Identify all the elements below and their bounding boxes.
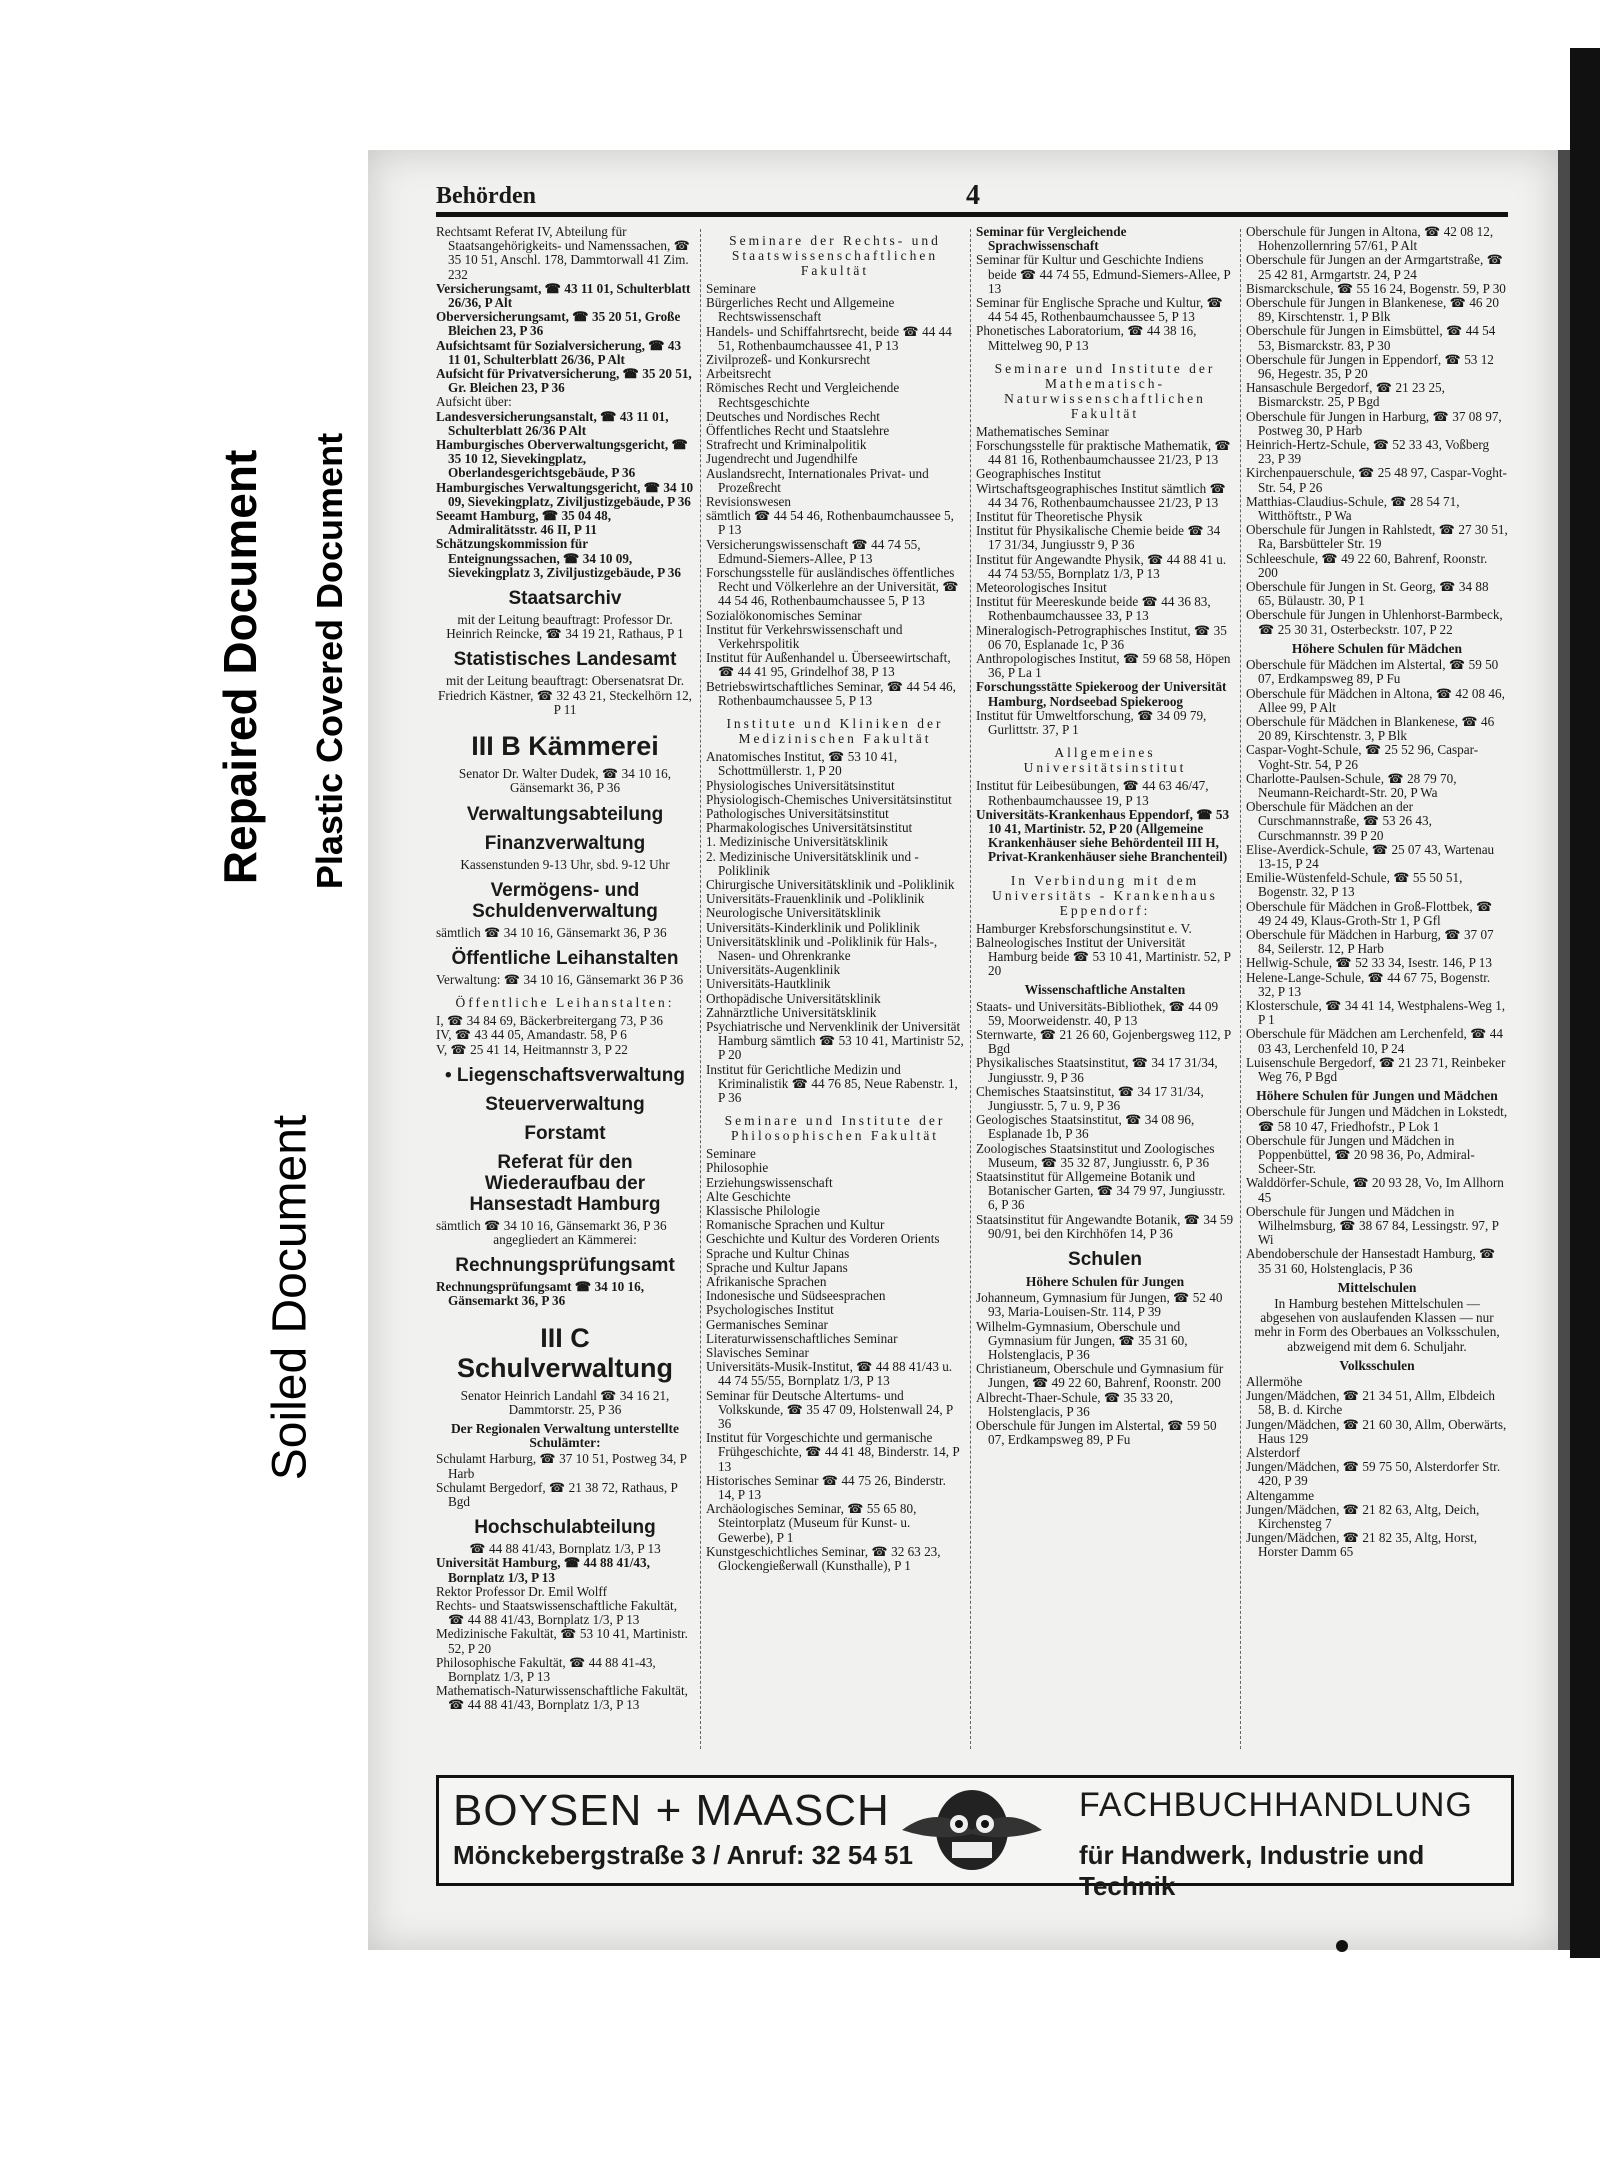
directory-entry: Rechtsamt Referat IV, Abteilung für Staatsangehörigkeits- und Namenssachen, ☎ 35 10 51, Anschl. 178, Dammtorwall 41 Zim. 232: [436, 225, 691, 282]
directory-entry: Oberschule für Jungen in Rahlstedt, ☎ 27 30 51, Ra, Barsbütteler Str. 19: [1246, 522, 1508, 552]
directory-entry: Physiologisches Universitätsinstitut: [706, 777, 895, 793]
directory-entry: Jugendrecht und Jugendhilfe: [706, 451, 858, 467]
directory-entry: Seminar für Deutsche Altertums- und Volkskunde, ☎ 35 47 09, Holstenwall 24, P 36: [706, 1387, 953, 1432]
centered-note: ☎ 44 88 41/43, Bornplatz 1/3, P 13: [469, 1541, 661, 1557]
subsection-heading: Finanzverwaltung: [484, 832, 646, 854]
directory-entry: Oberschule für Jungen in Eimsbüttel, ☎ 44 54 53, Bismarckstr. 83, P 30: [1246, 323, 1496, 353]
directory-entry: Handels- und Schiffahrtsrecht, beide ☎ 44 44 51, Rothenbaumchaussee 41, P 13: [706, 323, 952, 353]
directory-entry: sämtlich ☎ 34 10 16, Gänsemarkt 36, P 36: [436, 924, 667, 940]
group-heading: Höhere Schulen für Mädchen: [1291, 640, 1463, 656]
directory-entry: Universitäts-Krankenhaus Eppendorf, ☎ 53 10 41, Martinistr. 52, P 20 (Allgemeine Krankenhäuser siehe Behördenteil III H, Privat-Krankenhäuser siehe Branchenteil): [976, 806, 1230, 865]
group-heading: Der Regionalen Verwaltung unterstellte Schulämter:: [450, 1420, 680, 1451]
directory-entry: Sprache und Kultur Chinas: [706, 1245, 850, 1261]
directory-entry: Institut für Theoretische Physik: [976, 509, 1143, 525]
directory-entry: Oberversicherungsamt, ☎ 35 20 51, Große Bleichen 23, P 36: [436, 309, 681, 339]
directory-entry: Schätzungskommission für Enteignungssachen, ☎ 34 10 09, Sievekingplatz 3, Ziviljustizgebäude, P 36: [436, 536, 681, 580]
spaced-heading: Seminare und Institute der Mathematisch-Naturwissenschaftlichen Fakultät: [994, 360, 1216, 421]
directory-entry: Geographisches Institut: [976, 466, 1101, 482]
subsection-heading: Schulen: [1068, 1248, 1142, 1270]
directory-entry: Seeamt Hamburg, ☎ 35 04 48, Admiralitätsstr. 46 II, P 11: [436, 508, 612, 538]
column-divider: [1240, 229, 1242, 1749]
directory-entry: Schleeschule, ☎ 49 22 60, Bahrenf, Roonstr. 200: [1246, 550, 1488, 580]
spaced-heading: Öffentliche Leihanstalten:: [455, 995, 675, 1011]
directory-entry: Öffentliches Recht und Staatslehre: [706, 423, 890, 439]
subsection-heading: Rechnungsprüfungsamt: [455, 1255, 675, 1277]
directory-entry: Universitäts-Augenklinik: [706, 962, 841, 978]
directory-entry: Indonesische und Südseesprachen: [706, 1288, 886, 1304]
directory-entry: I, ☎ 34 84 69, Bäckerbreitergang 73, P 36: [436, 1013, 664, 1029]
spaced-heading: Seminare der Rechts- und Staatswissenschaftlichen Fakultät: [729, 233, 941, 278]
directory-entry: Versicherungsamt, ☎ 43 11 01, Schulterblatt 26/36, P Alt: [436, 280, 691, 311]
directory-entry: Strafrecht und Kriminalpolitik: [706, 437, 867, 453]
directory-entry: Seminar für Kultur und Geschichte Indiens beide ☎ 44 74 55, Edmund-Siemers-Allee, P 13: [976, 252, 1231, 296]
directory-entry: Sozialökonomisches Seminar: [706, 607, 862, 623]
directory-entry: Rechnungsprüfungsamt ☎ 34 10 16, Gänsemarkt 36, P 36: [436, 1279, 645, 1309]
book-binding: [1570, 48, 1600, 1958]
directory-entry: Oberschule für Jungen in Uhlenhorst-Barmbeck, ☎ 25 30 31, Osterbeckstr. 107, P 22: [1246, 607, 1503, 637]
directory-entry: Balneologisches Institut der Universität Hamburg beide ☎ 53 10 41, Martinistr. 52, P 20: [976, 934, 1231, 979]
directory-entry: Heinrich-Hertz-Schule, ☎ 52 33 43, Voßberg 23, P 39: [1246, 437, 1490, 467]
directory-entry: Historisches Seminar ☎ 44 75 26, Binderstr. 14, P 13: [706, 1472, 946, 1503]
subsection-heading: • Liegenschaftsverwaltung: [445, 1064, 685, 1086]
directory-entry: Klosterschule, ☎ 34 41 14, Westphalens-Weg 1, P 1: [1246, 997, 1506, 1028]
directory-entry: Mineralogisch-Petrographisches Institut, ☎ 35 06 70, Esplanade 1c, P 36: [976, 622, 1227, 652]
directory-entry: Walddörfer-Schule, ☎ 20 93 28, Vo, Im Allhorn 45: [1246, 1175, 1504, 1205]
directory-entry: Emilie-Wüstenfeld-Schule, ☎ 55 50 51, Bogenstr. 32, P 13: [1246, 870, 1463, 900]
directory-entry: Jungen/Mädchen, ☎ 21 34 51, Allm, Elbdeich 58, B. d. Kirche: [1246, 1388, 1496, 1418]
subsection-heading: Forstamt: [524, 1122, 606, 1144]
centered-note: Senator Heinrich Landahl ☎ 34 16 21, Dammtorstr. 25, P 36: [460, 1387, 670, 1417]
column-2: [706, 225, 964, 1755]
directory-entry: Staatsinstitut für Angewandte Botanik, ☎ 34 59 90/91, bei den Kirchhöfen 14, P 36: [976, 1211, 1234, 1241]
directory-entry: Anatomisches Institut, ☎ 53 10 41, Schottmüllerstr. 1, P 20: [706, 749, 898, 779]
spaced-heading: Institute und Kliniken der Medizinischen Fakultät: [726, 716, 944, 747]
directory-entry: Oberschule für Jungen im Alstertal, ☎ 59 50 07, Erdkampsweg 89, P Fu: [976, 1418, 1217, 1448]
directory-entry: Physiologisch-Chemisches Universitätsinstitut: [706, 791, 952, 807]
group-heading: Mittelschulen: [1337, 1279, 1417, 1295]
directory-entry: Phonetisches Laboratorium, ☎ 44 38 16, Mittelweg 90, P 13: [976, 323, 1197, 353]
ink-spot: [1336, 1940, 1348, 1952]
directory-entry: Psychologisches Institut: [706, 1302, 834, 1318]
directory-entry: Physikalisches Staatsinstitut, ☎ 34 17 31/34, Jungiusstr. 9, P 36: [976, 1055, 1218, 1085]
ad-trades: für Handwerk, Industrie und Technik: [1079, 1840, 1425, 1901]
directory-entry: Pathologisches Universitätsinstitut: [706, 805, 889, 821]
directory-entry: Germanisches Seminar: [706, 1316, 828, 1332]
column-divider: [700, 229, 702, 1749]
section-heading: III C Schulverwaltung: [456, 1322, 674, 1383]
directory-columns: [436, 225, 1508, 1755]
owl-logo-icon: [897, 1784, 1047, 1876]
column-3: [976, 225, 1234, 1755]
directory-entry: Rechts- und Staatswissenschaftliche Fakultät, ☎ 44 88 41/43, Bornplatz 1/3, P 13: [436, 1597, 677, 1628]
directory-entry: Mathematisch-Naturwissenschaftliche Fakultät, ☎ 44 88 41/43, Bornplatz 1/3, P 13: [436, 1683, 688, 1713]
directory-entry: Aufsichtsamt für Sozialversicherung, ☎ 43 11 01, Schulterblatt 26/36, P Alt: [436, 337, 682, 367]
directory-entry: sämtlich ☎ 44 54 46, Rothenbaumchaussee 5, P 13: [706, 508, 954, 538]
directory-entry: Aufsicht für Privatversicherung, ☎ 35 20 51, Gr. Bleichen 23, P 36: [436, 366, 692, 396]
column-divider: [970, 229, 972, 1749]
ad-company-name: BOYSEN + MAASCH: [453, 1786, 890, 1835]
directory-entry: Aufsicht über:: [436, 394, 512, 410]
directory-entry: Afrikanische Sprachen: [706, 1274, 827, 1289]
subsection-heading: Öffentliche Leihanstalten: [451, 947, 679, 969]
subsection-heading: Vermögens- und Schuldenverwaltung: [472, 879, 658, 922]
directory-entry: Hamburgisches Oberverwaltungsgericht, ☎ 35 10 12, Sievekingplatz, Oberlandesgerichtsgebäude, P 36: [436, 437, 688, 481]
directory-entry: Bürgerliches Recht und Allgemeine Rechtswissenschaft: [706, 295, 895, 325]
directory-entry: Betriebswirtschaftliches Seminar, ☎ 44 54 46, Rothenbaumchaussee 5, P 13: [706, 678, 956, 708]
directory-entry: Hansaschule Bergedorf, ☎ 21 23 25, Bismarckstr. 25, P Bgd: [1246, 380, 1445, 410]
directory-entry: Versicherungswissenschaft ☎ 44 74 55, Edmund-Siemers-Allee, P 13: [706, 536, 921, 566]
centered-note: In Hamburg bestehen Mittelschulen — abgesehen von auslaufenden Klassen — nur mehr in Form des Oberbaues an Volksschulen, abzweigend mit dem 6. Schuljahr.: [1254, 1296, 1500, 1354]
subsection-heading: Steuerverwaltung: [485, 1093, 645, 1115]
side-labels: [0, 0, 360, 2177]
directory-entry: Sternwarte, ☎ 21 26 60, Gojenbergsweg 112, P Bgd: [976, 1026, 1231, 1057]
directory-entry: Albrecht-Thaer-Schule, ☎ 35 33 20, Holstenglacis, P 36: [976, 1389, 1174, 1419]
directory-entry: Jungen/Mädchen, ☎ 21 82 63, Altg, Deich, Kirchensteg 7: [1246, 1501, 1480, 1532]
directory-entry: Chemisches Staatsinstitut, ☎ 34 17 31/34, Jungiusstr. 5, 7 u. 9, P 36: [976, 1083, 1204, 1113]
directory-entry: Christianeum, Oberschule und Gymnasium für Jungen, ☎ 49 22 60, Bahrenf, Roonstr. 200: [976, 1361, 1224, 1391]
spaced-heading: Seminare und Institute der Philosophischen Fakultät: [724, 1113, 946, 1144]
directory-entry: Oberschule für Jungen in Eppendorf, ☎ 53 12 96, Hegestr. 35, P 20: [1246, 351, 1494, 382]
subsection-heading: Hochschulabteilung: [474, 1517, 656, 1539]
spaced-heading: Allgemeines Universitätsinstitut: [1023, 745, 1187, 776]
directory-entry: Jungen/Mädchen, ☎ 59 75 50, Alsterdorfer Str. 420, P 39: [1246, 1459, 1501, 1489]
repaired-document-label: Repaired Document: [214, 449, 266, 885]
directory-entry: Helene-Lange-Schule, ☎ 44 67 75, Bogenstr. 32, P 13: [1246, 969, 1491, 999]
directory-entry: Literaturwissenschaftliches Seminar: [706, 1330, 898, 1346]
directory-entry: Institut für Physikalische Chemie beide ☎ 34 17 31/34, Jungiusstr 9, P 36: [976, 523, 1221, 553]
directory-entry: Seminar für Englische Sprache und Kultur, ☎ 44 54 45, Rothenbaumchaussee 5, P 13: [976, 295, 1223, 325]
group-heading: Wissenschaftliche Anstalten: [1024, 982, 1186, 998]
directory-entry: Jungen/Mädchen, ☎ 21 82 35, Altg, Horst, Horster Damm 65: [1246, 1530, 1478, 1560]
directory-entry: Auslandsrecht, Internationales Privat- und Prozeßrecht: [706, 465, 929, 495]
directory-entry: Oberschule für Jungen in Blankenese, ☎ 46 20 89, Kirschtenstr. 1, P Blk: [1246, 295, 1500, 325]
centered-note: angegliedert an Kämmerei:: [493, 1231, 637, 1247]
directory-entry: Staats- und Universitäts-Bibliothek, ☎ 44 09 59, Moorweidenstr. 40, P 13: [976, 998, 1219, 1028]
directory-entry: Hamburger Krebsforschungsinstitut e. V.: [976, 920, 1192, 936]
directory-entry: IV, ☎ 43 44 05, Amandastr. 58, P 6: [436, 1027, 627, 1043]
directory-entry: Oberschule für Mädchen im Alstertal, ☎ 59 50 07, Erdkampsweg 89, P Fu: [1246, 657, 1499, 687]
directory-entry: Verwaltung: ☎ 34 10 16, Gänsemarkt 36 P 36: [436, 971, 684, 987]
directory-entry: Allermöhe: [1246, 1374, 1303, 1390]
directory-entry: Johanneum, Gymnasium für Jungen, ☎ 52 40 93, Maria-Louisen-Str. 114, P 39: [976, 1290, 1223, 1320]
directory-entry: Oberschule für Jungen und Mädchen in Wilhelmsburg, ☎ 38 67 84, Lessingstr. 97, P Wi: [1246, 1203, 1499, 1248]
directory-entry: Forschungsstelle für ausländisches öffentliches Recht und Völkerlehre an der Universität, ☎ 44 54 46, Rothenbaumchaussee 5, P 13: [706, 565, 959, 609]
ad-business-type: FACHBUCHHANDLUNG: [1079, 1786, 1473, 1824]
directory-entry: Institut für Umweltforschung, ☎ 34 09 79, Gurlittstr. 37, P 1: [976, 707, 1207, 738]
directory-entry: Oberschule für Mädchen in Groß-Flottbek, ☎ 49 24 49, Klaus-Groth-Str 1, P Gfl: [1246, 898, 1493, 928]
directory-entry: Romanische Sprachen und Kultur: [706, 1217, 885, 1233]
directory-entry: Oberschule für Jungen in St. Georg, ☎ 34 88 65, Bülaustr. 30, P 1: [1246, 579, 1489, 609]
subsection-heading: Staatsarchiv: [508, 588, 622, 610]
directory-entry: Römisches Recht und Vergleichende Rechtsgeschichte: [706, 380, 900, 410]
group-heading: Höhere Schulen für Jungen: [1025, 1273, 1185, 1289]
directory-entry: Staatsinstitut für Allgemeine Botanik und Botanischer Garten, ☎ 34 79 97, Jungiusstr. 6, P 36: [976, 1168, 1226, 1213]
centered-note: mit der Leitung beauftragt: Obersenatsrat Dr. Friedrich Kästner, ☎ 32 43 21, Steckelhörn 12, P 11: [438, 673, 692, 717]
directory-entry: Universitäts-Kinderklinik und Poliklinik: [706, 919, 920, 935]
directory-entry: Seminare: [706, 281, 756, 296]
directory-entry: 2. Medizinische Universitätsklinik und -Poliklinik: [706, 848, 919, 878]
directory-entry: Universitäts-Musik-Institut, ☎ 44 88 41/43 u. 44 74 55/55, Bornplatz 1/3, P 13: [706, 1359, 953, 1389]
group-heading: Volksschulen: [1339, 1357, 1415, 1373]
directory-entry: Zahnärztliche Universitätsklinik: [706, 1004, 877, 1020]
directory-entry: Oberschule für Jungen und Mädchen in Poppenbüttel, ☎ 20 98 36, Po, Admiral-Scheer-Str.: [1246, 1132, 1475, 1177]
directory-entry: Hamburgisches Verwaltungsgericht, ☎ 34 10 09, Sievekingplatz, Ziviljustizgebäude, P 36: [436, 479, 694, 509]
directory-entry: Chirurgische Universitätsklinik und -Poliklinik: [706, 876, 955, 892]
directory-entry: Seminare: [706, 1146, 756, 1162]
directory-entry: Universitäts-Frauenklinik und -Poliklinik: [706, 891, 925, 907]
directory-entry: Wirtschaftsgeographisches Institut sämtlich ☎ 44 34 76, Rothenbaumchaussee 21/23, P 13: [976, 480, 1226, 510]
subsection-heading: Verwaltungsabteilung: [466, 803, 664, 825]
page-title: Behörden: [436, 183, 537, 209]
advertisement-box: [436, 1775, 1514, 1901]
directory-entry: Forschungsstelle für praktische Mathematik, ☎ 44 81 16, Rothenbaumchaussee 21/23, P 13: [976, 438, 1231, 468]
directory-entry: Oberschule für Jungen und Mädchen in Lokstedt, ☎ 58 10 47, Friedhofstr., P Lok 1: [1246, 1104, 1508, 1134]
directory-entry: Institut für Außenhandel u. Überseewirtschaft, ☎ 44 41 95, Grindelhof 38, P 13: [706, 650, 951, 680]
directory-entry: Deutsches und Nordisches Recht: [706, 408, 880, 424]
directory-entry: Schulamt Bergedorf, ☎ 21 38 72, Rathaus, P Bgd: [436, 1479, 678, 1509]
directory-entry: Institut für Leibesübungen, ☎ 44 63 46/47, Rothenbaumchaussee 19, P 13: [976, 778, 1209, 808]
directory-entry: Kunstgeschichtliches Seminar, ☎ 32 63 23, Glockengießerwall (Kunsthalle), P 1: [706, 1543, 941, 1574]
directory-entry: Pharmakologisches Universitätsinstitut: [706, 820, 913, 836]
centered-note: Senator Dr. Walter Dudek, ☎ 34 10 16, Gänsemarkt 36, P 36: [458, 766, 672, 796]
directory-entry: Elise-Averdick-Schule, ☎ 25 07 43, Wartenau 13-15, P 24: [1246, 841, 1495, 871]
group-heading: Höhere Schulen für Jungen und Mädchen: [1256, 1088, 1498, 1104]
directory-entry: Philosophie: [706, 1160, 769, 1176]
directory-entry: Zivilprozeß- und Konkursrecht: [706, 352, 871, 368]
directory-entry: Schulamt Harburg, ☎ 37 10 51, Postweg 34, P Harb: [436, 1451, 687, 1481]
directory-entry: Psychiatrische und Nervenklinik der Universität Hamburg sämtlich ☎ 53 10 41, Martinistr 52, P 20: [706, 1018, 964, 1063]
directory-entry: Oberschule für Jungen an der Armgartstraße, ☎ 25 42 81, Armgartstr. 24, P 24: [1246, 252, 1504, 282]
directory-entry: Alte Geschichte: [706, 1188, 791, 1204]
directory-entry: Neurologische Universitätsklinik: [706, 905, 881, 921]
directory-entry: Meteorologisches Insitut: [976, 580, 1107, 596]
directory-entry: Hellwig-Schule, ☎ 52 33 34, Isestr. 146, P 13: [1246, 955, 1492, 971]
directory-entry: Oberschule für Mädchen in Altona, ☎ 42 08 46, Allee 99, P Alt: [1246, 685, 1505, 715]
directory-entry: Rektor Professor Dr. Emil Wolff: [436, 1583, 607, 1599]
directory-entry: Forschungsstätte Spiekeroog der Universität Hamburg, Nordseebad Spiekeroog: [976, 679, 1227, 709]
directory-entry: Altengamme: [1246, 1487, 1315, 1503]
spaced-heading: In Verbindung mit dem Universitäts - Krankenhaus Eppendorf:: [992, 872, 1218, 918]
directory-entry: Institut für Vorgeschichte und germanische Frühgeschichte, ☎ 44 41 48, Binderstr. 14, P 13: [706, 1430, 960, 1474]
directory-entry: Klassische Philologie: [706, 1202, 820, 1218]
directory-entry: Kirchenpauerschule, ☎ 25 48 97, Caspar-Voght-Str. 54, P 26: [1246, 465, 1507, 495]
column-1: [436, 225, 694, 1755]
directory-entry: Institut für Angewandte Physik, ☎ 44 88 41 u. 44 74 53/55, Bornplatz 1/3, P 13: [976, 551, 1227, 581]
subsection-heading: Referat für den Wiederaufbau der Hansestadt Hamburg: [469, 1151, 661, 1215]
directory-entry: Geschichte und Kultur des Vorderen Orients: [706, 1231, 940, 1247]
directory-entry: Charlotte-Paulsen-Schule, ☎ 28 79 70, Neumann-Reichardt-Str. 20, P Wa: [1246, 770, 1457, 800]
directory-entry: Luisenschule Bergedorf, ☎ 21 23 71, Reinbeker Weg 76, P Bgd: [1246, 1054, 1506, 1084]
scanned-page: [368, 150, 1558, 1950]
directory-entry: Institut für Verkehrswissenschaft und Verkehrspolitik: [706, 621, 903, 652]
page-number: 4: [966, 180, 980, 211]
directory-entry: Jungen/Mädchen, ☎ 21 60 30, Allm, Oberwärts, Haus 129: [1246, 1416, 1507, 1446]
directory-entry: sämtlich ☎ 34 10 16, Gänsemarkt 36, P 36: [436, 1217, 667, 1233]
directory-entry: Institut für Gerichtliche Medizin und Kriminalistik ☎ 44 76 85, Neue Rabenstr. 1, P 36: [706, 1061, 958, 1105]
directory-entry: Archäologisches Seminar, ☎ 55 65 80, Steintorplatz (Museum für Kunst- u. Gewerbe), P 1: [706, 1501, 917, 1545]
directory-entry: Sprache und Kultur Japans: [706, 1259, 848, 1275]
directory-entry: Oberschule für Jungen in Harburg, ☎ 37 08 97, Postweg 30, P Harb: [1246, 408, 1502, 438]
page-header: [436, 180, 1508, 217]
directory-entry: Oberschule für Mädchen am Lerchenfeld, ☎ 44 03 43, Lerchenfeld 10, P 24: [1246, 1026, 1503, 1056]
directory-entry: Landesversicherungsanstalt, ☎ 43 11 01, Schulterblatt 26/36 P Alt: [436, 408, 669, 438]
directory-entry: Orthopädische Universitätsklinik: [706, 990, 881, 1006]
directory-entry: Universitätsklinik und -Poliklinik für Hals-, Nasen- und Ohrenkranke: [706, 933, 938, 963]
subsection-heading: Statistisches Landesamt: [453, 649, 677, 671]
directory-entry: Medizinische Fakultät, ☎ 53 10 41, Martinistr. 52, P 20: [436, 1626, 688, 1656]
directory-entry: Anthropologisches Institut, ☎ 59 68 58, Höpen 36, P La 1: [976, 651, 1231, 681]
section-heading: III B Kämmerei: [471, 731, 659, 762]
centered-note: mit der Leitung beauftragt: Professor Dr. Heinrich Reincke, ☎ 34 19 21, Rathaus, P 1: [446, 612, 684, 642]
directory-entry: V, ☎ 25 41 14, Heitmannstr 3, P 22: [436, 1041, 628, 1057]
directory-entry: Wilhelm-Gymnasium, Oberschule und Gymnasium für Jungen, ☎ 35 31 60, Holstenglacis, P 36: [976, 1318, 1188, 1362]
directory-entry: Alsterdorf: [1246, 1445, 1301, 1461]
directory-entry: Institut für Meereskunde beide ☎ 44 36 83, Rothenbaumchaussee 33, P 13: [976, 594, 1211, 624]
column-4: [1246, 225, 1508, 1755]
centered-note: Kassenstunden 9-13 Uhr, sbd. 9-12 Uhr: [460, 856, 670, 872]
directory-entry: Caspar-Voght-Schule, ☎ 25 52 96, Caspar-Voght-Str. 54, P 26: [1246, 742, 1479, 772]
directory-entry: Universität Hamburg, ☎ 44 88 41/43, Bornplatz 1/3, P 13: [436, 1555, 650, 1585]
directory-entry: Bismarckschule, ☎ 55 16 24, Bogenstr. 59, P 30: [1246, 280, 1506, 296]
directory-entry: Arbeitsrecht: [706, 366, 772, 382]
soiled-document-label: Soiled Document: [263, 1114, 317, 1481]
directory-entry: Universitäts-Hautklinik: [706, 976, 831, 992]
ad-address: Mönckebergstraße 3 / Anruf: 32 54 51: [453, 1840, 913, 1870]
directory-entry: Zoologisches Staatsinstitut und Zoologisches Museum, ☎ 35 32 87, Jungiusstr. 6, P 36: [976, 1140, 1215, 1170]
directory-entry: Oberschule für Mädchen an der Curschmannstraße, ☎ 53 26 43, Curschmannstr. 39 P 20: [1246, 799, 1432, 843]
directory-entry: Matthias-Claudius-Schule, ☎ 28 54 71, Witthöftstr., P Wa: [1246, 493, 1460, 524]
directory-entry: Oberschule für Jungen in Altona, ☎ 42 08 12, Hohenzollernring 57/61, P Alt: [1246, 225, 1494, 254]
directory-entry: Oberschule für Mädchen in Harburg, ☎ 37 07 84, Seilerstr. 12, P Harb: [1246, 926, 1494, 957]
plastic-covered-document-label: Plastic Covered Document: [309, 432, 350, 890]
directory-entry: Abendoberschule der Hansestadt Hamburg, ☎ 35 31 60, Holstenglacis, P 36: [1246, 1246, 1496, 1276]
directory-entry: Erziehungswissenschaft: [706, 1174, 833, 1190]
directory-entry: Oberschule für Mädchen in Blankenese, ☎ 46 20 89, Kirschtenstr. 3, P Blk: [1246, 713, 1495, 744]
directory-entry: Mathematisches Seminar: [976, 423, 1109, 439]
directory-entry: 1. Medizinische Universitätsklinik: [706, 834, 889, 850]
directory-entry: Slavisches Seminar: [706, 1345, 809, 1361]
directory-entry: Philosophische Fakultät, ☎ 44 88 41-43, Bornplatz 1/3, P 13: [436, 1654, 656, 1684]
directory-entry: Geologisches Staatsinstitut, ☎ 34 08 96, Esplanade 1b, P 36: [976, 1112, 1195, 1142]
directory-entry: Revisionswesen: [706, 494, 791, 510]
directory-entry: Seminar für Vergleichende Sprachwissenschaft: [976, 225, 1127, 254]
